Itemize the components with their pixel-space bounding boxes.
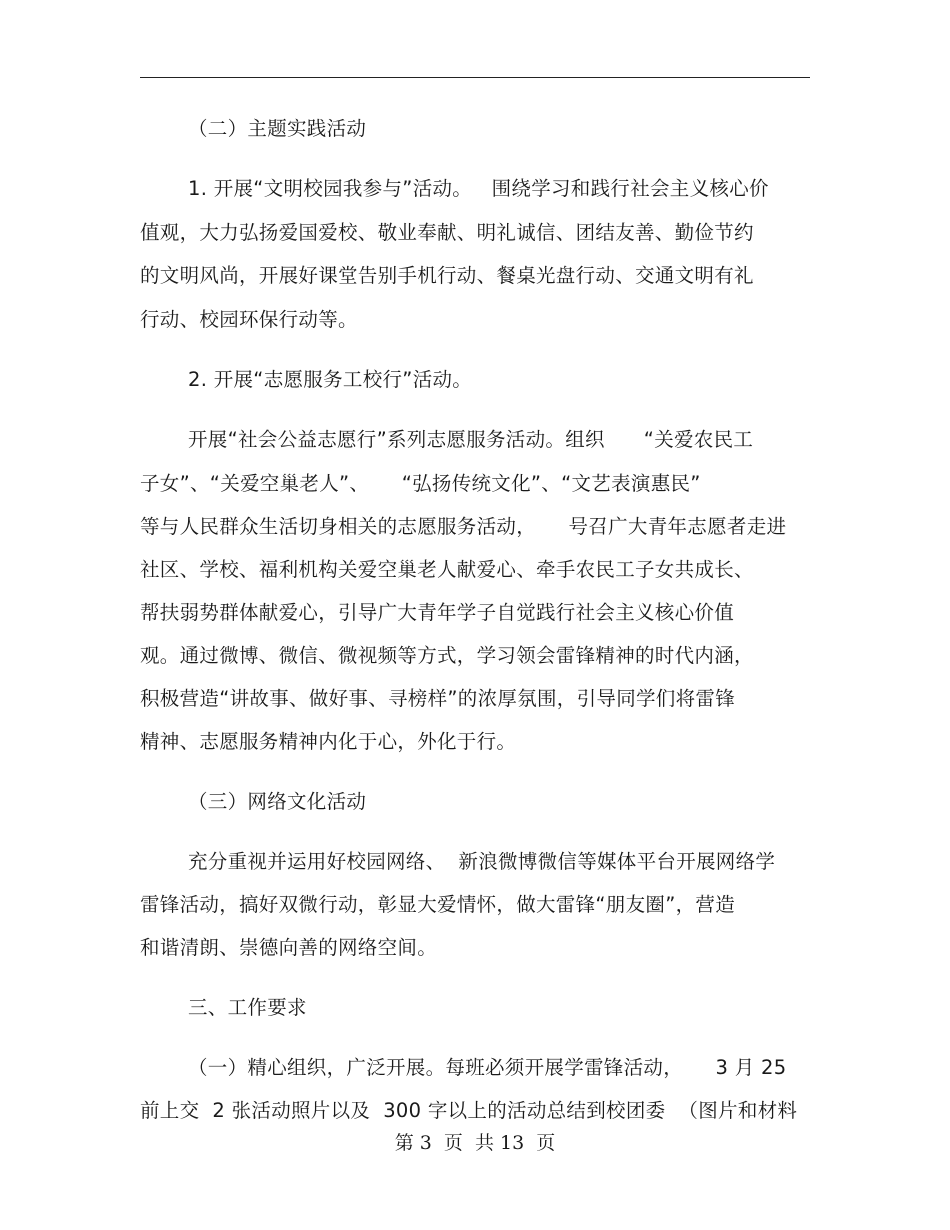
paragraph-line: 的文明风尚，开展好课堂告别手机行动、餐桌光盘行动、交通文明有礼 [140,264,754,287]
paragraph-line: 行动、校园环保行动等。 [140,308,358,331]
section-heading: （二）主题实践活动 [188,117,367,140]
paragraph-line: 充分重视并运用好校园网络、 新浪微博微信等媒体平台开展网络学 [188,850,776,873]
paragraph-line: 2. 开展“志愿服务工校行”活动。 [188,368,473,391]
paragraph-line: 值观，大力弘扬爱国爱校、敬业奉献、明礼诚信、团结友善、勤俭节约 [140,221,754,244]
paragraph-line: 子女”、“关爱空巢老人”、 “弘扬传统文化”、“文艺表演惠民” [140,472,701,495]
paragraph-line: 前上交 2 张活动照片以及 300 字以上的活动总结到校团委 （图片和材料 [140,1099,798,1122]
paragraph-line: 社区、学校、福利机构关爱空巢老人献爱心、牵手农民工子女共成长、 [140,558,754,581]
paragraph-line: 等与人民群众生活切身相关的志愿服务活动， 号召广大青年志愿者走进 [140,515,787,538]
paragraph-line: 帮扶弱势群体献爱心，引导广大青年学子自觉践行社会主义核心价值 [140,601,735,624]
header-rule [140,77,810,78]
paragraph-line: 精神、志愿服务精神内化于心，外化于行。 [140,730,517,753]
page-number-footer: 第 3 页 共 13 页 [394,1132,556,1154]
paragraph-line: 雷锋活动，搞好双微行动，彰显大爱情怀，做大雷锋“朋友圈”，营造 [140,893,736,916]
section-heading: （三）网络文化活动 [188,790,367,813]
paragraph-line: 1. 开展“文明校园我参与”活动。 围绕学习和践行社会主义核心价 [188,177,769,200]
paragraph-line: 和谐清朗、崇德向善的网络空间。 [140,936,438,959]
paragraph-line: 观。通过微博、微信、微视频等方式，学习领会雷锋精神的时代内涵， [140,644,754,667]
paragraph-line: 积极营造“讲故事、做好事、寻榜样”的浓厚氛围，引导同学们将雷锋 [140,687,736,710]
paragraph-line: （一）精心组织，广泛开展。每班必须开展学雷锋活动， 3 月 25 [188,1056,787,1079]
paragraph-line: 开展“社会公益志愿行”系列志愿服务活动。组织 “关爱农民工 [188,428,754,451]
section-heading: 三、工作要求 [188,996,307,1019]
